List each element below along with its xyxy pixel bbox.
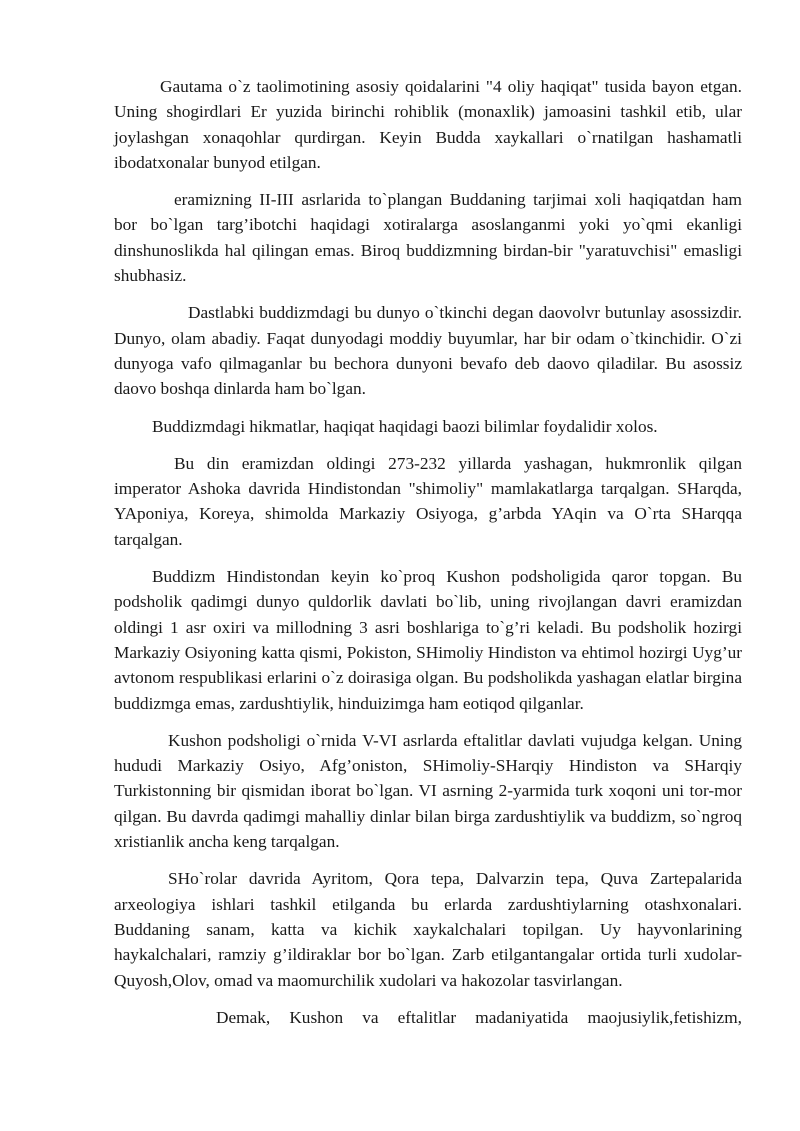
paragraph-6: Buddizm Hindistondan keyin ko`proq Kushon podsholigida qaror topgan. Bu podsholik qadimgi dunyo quldorlik davlati bo`lib, uning rivojlangan davri eramizdan oldingi 1 asr oxiri va millodning 3 asri boshlariga to`g’ri keladi. Bu podsholik hozirgi Markaziy Osiyoning katta qismi, Pokiston, SHimoliy Hindiston va ehtimol hozirgi Uyg’ur avtonom respublikasi erlarini o`z doirasiga olgan. Bu podsholikda yashagan elatlar birgina buddizmga emas, zardushtiylik, hinduizimga ham eotiqod qilganlar.: [114, 567, 742, 713]
paragraph-9: Demak, Kushon va eftalitlar madaniyatida maojusiylik,fetishizm,: [216, 1007, 742, 1027]
paragraph-7: Kushon podsholigi o`rnida V-VI asrlarda eftalitlar davlati vujudga kelgan. Uning hududi Markaziy Osiyo, Afg’oniston, SHimoliy-SHarqiy Hindiston va SHarqiy Turkistonning bir qismidan iborat bo`lgan. VI asrning 2-yarmida turk xoqoni uni tor-mor qilgan. Bu davrda qadimgi mahalliy dinlar bilan birga zardushtiylik va buddizm, so`ngroq xristianlik ancha keng tarqalgan.: [114, 730, 742, 852]
paragraph-4: Buddizmdagi hikmatlar, haqiqat haqidagi baozi bilimlar foydalidir xolos.: [152, 416, 658, 436]
paragraph-2: eramizning II-III asrlarida to`plangan Buddaning tarjimai xoli haqiqatdan ham bor bo`lgan targ’ibotchi haqidagi xotiralarga asoslanganmi yoki yo`qmi ekanligi dinshunoslikda hal qilingan emas. Biroq buddizmning birdan-bir "yaratuvchisi" emasligi shubhasiz.: [114, 190, 742, 286]
paragraph-5: Bu din eramizdan oldingi 273-232 yillarda yashagan, hukmronlik qilgan imperator Ashoka davrida Hindistondan "shimoliy" mamlakatlarga tarqalgan. SHarqda, YAponiya, Koreya, shimolda Markaziy Osiyoga, g’arbda YAqin va O`rta SHarqqa tarqalgan.: [114, 453, 742, 549]
paragraph-3: Dastlabki buddizmdagi bu dunyo o`tkinchi degan daovolvr butunlay asossizdir. Dunyo, olam abadiy. Faqat dunyodagi moddiy buyumlar, har bir odam o`tkinchidir. O`zi dunyoga vafo qilmaganlar bu bechora dunyoni bevafo deb daovo qiladilar. Bu asossiz daovo boshqa dinlarda ham bo`lgan.: [114, 303, 742, 399]
paragraph-1: Gautama o`z taolimotining asosiy qoidalarini "4 oliy haqiqat" tusida bayon etgan. Uning shogirdlari Er yuzida birinchi rohiblik (monaxlik) jamoasini tashkil etib, ular joylashgan xonaqohlar qurdirgan. Keyin Budda xaykallari o`rnatilgan hashamatli ibodatxonalar bunyod etilgan.: [114, 77, 742, 172]
paragraph-8: SHo`rolar davrida Ayritom, Qora tepa, Dalvarzin tepa, Quva Zartepalarida arxeologiya ishlari tashkil etilganda bu erlarda zardushtiylarning otashxonalari. Buddaning sanam, katta va kichik xaykalchalari topilgan. Uy hayvonlarining haykalchalari, ramziy g’ildiraklar bor bo`lgan. Zarb etilgantangalar ortida turli xudolar-Quyosh,Olov, omad va maomurchilik xudolari va hakozolar tasvirlangan.: [114, 869, 742, 990]
